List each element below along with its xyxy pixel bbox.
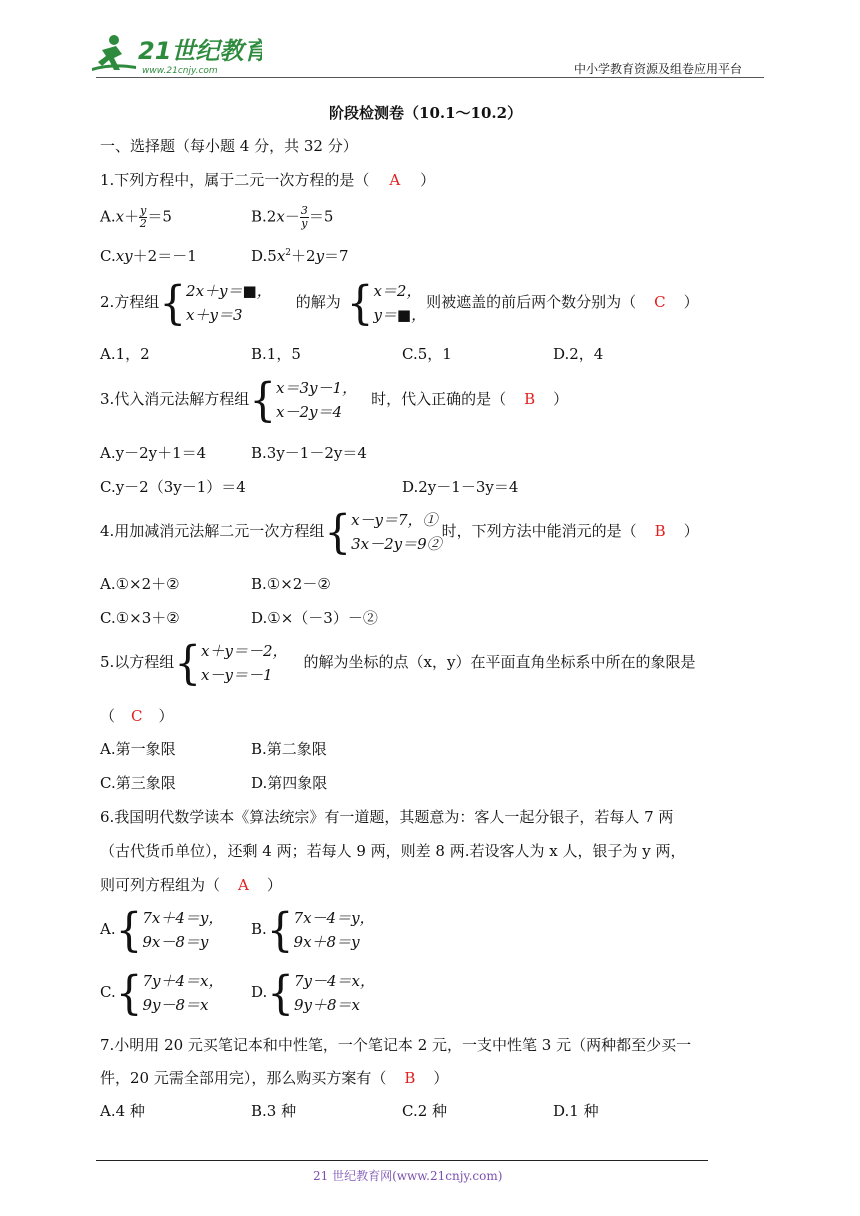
q5-option-a: A.第一象限 xyxy=(100,740,176,758)
q7-option-d: D.1 种 xyxy=(553,1102,599,1120)
q1-option-d: $D.5x^2+2y=7$ xyxy=(251,247,349,265)
q7-line-2: 件，20 元需全部用完），那么购买方案有（ B ） xyxy=(100,1069,449,1087)
q3-stem: 3.代入消元法解方程组{ x＝3y－1， x－2y＝4 时，代入正确的是（ B ） xyxy=(100,372,569,427)
page-title: 阶段检测卷（10.1～10.2） xyxy=(329,104,523,122)
q4-option-a: A.①×2＋② xyxy=(100,575,180,593)
q6-option-d: D.{ 7y－4＝x， 9y＋8＝x xyxy=(251,965,376,1020)
q5-option-b: B.第二象限 xyxy=(251,740,327,758)
q7-line-1: 7.小明用 20 元买笔记本和中性笔，一个笔记本 2 元，一支中性笔 3 元（两种都至少买一 xyxy=(100,1036,692,1054)
q5-option-d: D.第四象限 xyxy=(251,774,328,792)
q7-answer: B xyxy=(404,1069,416,1087)
q4-stem: 4.用加减消元法解二元一次方程组{ x－y＝7，① 3x－2y＝9② 时，下列方法中能消元的是（ B ） xyxy=(100,504,699,559)
q3-answer: B xyxy=(524,390,536,408)
footer-link[interactable]: 21 世纪教育网(www.21cnjy.com) xyxy=(313,1169,503,1183)
header-right-text: 中小学教育资源及组卷应用平台 xyxy=(574,62,743,76)
q3-option-b: B.3y－1－2y＝4 xyxy=(251,444,367,462)
brand-logo xyxy=(92,32,262,76)
q2-answer: C xyxy=(654,293,666,311)
q3-option-c: C.y－2（3y－1）＝4 xyxy=(100,478,246,496)
q4-system: { x－y＝7，① 3x－2y＝9② xyxy=(324,504,442,559)
q2-system-2: { x＝2， y＝■， xyxy=(346,275,427,330)
q6-line-1: 6.我国明代数学读本《算法统宗》有一道题，其题意为：客人一起分银子，若每人 7 两 xyxy=(100,808,674,826)
q2-system-1: { 2x＋y＝■， x＋y＝3 xyxy=(159,275,272,330)
q4-answer: B xyxy=(654,522,666,540)
q1-option-a: A.x＋ $\frac{y}{2}$ ＝5 xyxy=(100,204,172,230)
q2-option-c: C.5，1 xyxy=(402,345,452,363)
footer-divider xyxy=(96,1160,708,1161)
q1-option-b: B.2x－ $\frac{3}{y}$ ＝5 xyxy=(251,204,334,230)
q2-option-a: A.1，2 xyxy=(100,345,150,363)
q7-option-a: A.4 种 xyxy=(100,1102,145,1120)
q5-option-c: C.第三象限 xyxy=(100,774,176,792)
q3-option-a: A.y－2y＋1＝4 xyxy=(100,444,207,462)
q6-option-a: A.{ 7x＋4＝y， 9x－8＝y xyxy=(100,902,224,957)
q2-option-d: D.2，4 xyxy=(553,345,604,363)
q4-option-b: B.①×2－② xyxy=(251,575,331,593)
q1-stem: 1.下列方程中，属于二元一次方程的是（ A ） xyxy=(100,171,436,189)
q6-answer: A xyxy=(238,876,249,894)
q5-answer-line: （ C ） xyxy=(100,707,174,725)
q6-option-b: B.{ 7x－4＝y， 9x＋8＝y xyxy=(251,902,375,957)
q1-answer: A xyxy=(389,171,401,189)
q3-option-d: D.2y－1－3y＝4 xyxy=(402,478,519,496)
q6-option-c: C.{ 7y＋4＝x， 9y－8＝x xyxy=(100,965,224,1020)
q7-option-c: C.2 种 xyxy=(402,1102,448,1120)
q6-line-2: （古代货币单位），还剩 4 两；若每人 9 两，则差 8 两.若设客人为 x 人，银子为 y 两， xyxy=(100,842,686,860)
q5-answer: C xyxy=(131,707,143,725)
q2-option-b: B.1，5 xyxy=(251,345,301,363)
q3-system: { x＝3y－1， x－2y＝4 xyxy=(249,372,358,427)
brand-url: www.21cnjy.com xyxy=(142,66,218,76)
brand-text: 21世纪教育 xyxy=(138,37,262,65)
q4-option-c: C.①×3＋② xyxy=(100,609,180,627)
q5-stem: 5.以方程组{ x＋y＝－2， x－y＝－1 的解为坐标的点（x，y）在平面直角坐标系中所在的象限是 xyxy=(100,635,696,690)
q6-line-3: 则可列方程组为（ A ） xyxy=(100,876,282,894)
q4-option-d: D.①×（－3）－② xyxy=(251,609,378,627)
header-divider xyxy=(96,77,764,78)
q2-stem: 2.方程组{ 2x＋y＝■， x＋y＝3 的解为 { x＝2， y＝■， 则被遮盖的前后两个数分别为（ C ） xyxy=(100,275,699,330)
q1-option-c: C.xy＋2＝－1 xyxy=(100,247,197,265)
q7-option-b: B.3 种 xyxy=(251,1102,297,1120)
section-heading: 一、选择题（每小题 4 分，共 32 分） xyxy=(100,137,358,155)
q5-system: { x＋y＝－2， x－y＝－1 xyxy=(174,635,288,690)
